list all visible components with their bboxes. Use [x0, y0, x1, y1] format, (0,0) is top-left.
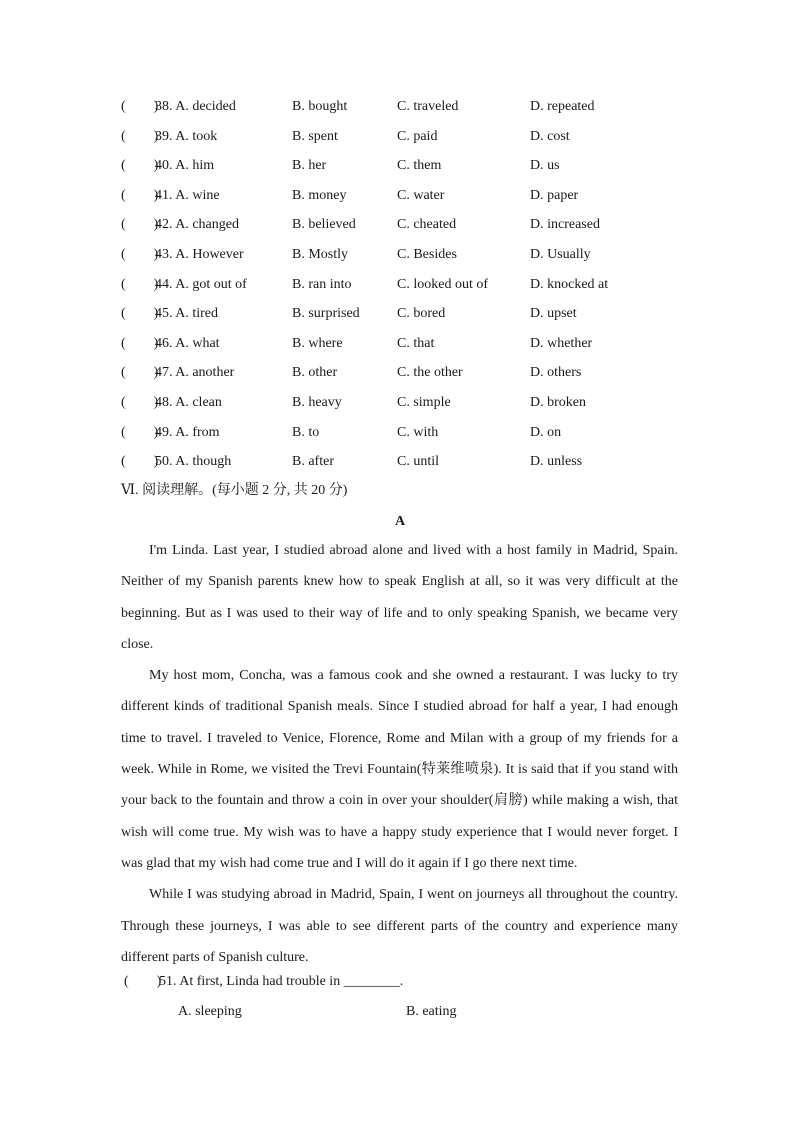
option-d: D. broken: [530, 395, 586, 410]
option-b: B. money: [292, 187, 347, 203]
option-a: 42. A. changed: [155, 217, 239, 233]
option-d: D. whether: [530, 335, 593, 351]
option-a: 49. A. from: [155, 424, 220, 440]
answer-blank: ( ): [121, 454, 159, 470]
question-row: [0, 304, 800, 324]
option-b: B. after: [292, 454, 334, 470]
option-b: B. eating: [406, 1004, 457, 1019]
option-b: B. bought: [292, 99, 348, 114]
option-d: D. unless: [530, 454, 583, 470]
option-d: D. paper: [530, 187, 579, 203]
answer-blank: ( ): [121, 365, 159, 381]
option-b: B. ran into: [292, 276, 352, 292]
option-b: B. spent: [292, 128, 338, 144]
option-d: D. us: [530, 158, 560, 174]
answer-blank: ( ): [121, 128, 159, 144]
option-a: 44. A. got out of: [155, 276, 247, 292]
question-row: [0, 334, 800, 354]
question-row: [0, 423, 800, 443]
question-row: [0, 156, 800, 176]
option-a: 46. A. what: [155, 335, 220, 351]
answer-blank: ( ): [121, 395, 159, 410]
question-51-options: [0, 1002, 800, 1022]
option-c: C. Besides: [397, 247, 457, 262]
option-a: 50. A. though: [155, 454, 232, 470]
option-b: B. Mostly: [292, 247, 349, 262]
option-a: 38. A. decided: [155, 99, 236, 114]
option-a: A. sleeping: [178, 1004, 242, 1019]
option-b: B. where: [292, 335, 343, 351]
option-c: C. with: [397, 424, 439, 440]
passage-paragraph: My host mom, Concha, was a famous cook and she owned a restaurant. I was lucky to try different kinds of traditional Spanish meals. Since I studied abroad for half a year, I had enough time to travel. I traveled to Venice, Florence, Rome and Milan with a group of my friends for a week. While in Rome, we visited the Trevi Fountain(特莱维喷泉). It is said that if you stand with your back to the fountain and throw a coin in over your shoulder(肩膀) while making a wish, that wish will come true. My wish was to have a happy study experience that I would never forget. I was glad that my wish had come true and I will do it again if I go there next time.: [121, 668, 678, 871]
option-a: 39. A. took: [155, 128, 218, 144]
answer-blank: ( ): [121, 335, 159, 351]
option-d: D. cost: [530, 128, 570, 144]
option-c: C. paid: [397, 128, 438, 144]
option-c: C. cheated: [397, 217, 457, 233]
answer-blank: ( ): [121, 247, 159, 262]
option-b: B. surprised: [292, 306, 360, 322]
option-a: 45. A. tired: [155, 306, 218, 322]
option-d: D. others: [530, 365, 582, 381]
answer-blank: ( ): [121, 187, 159, 203]
question-row: [0, 363, 800, 383]
question-row: [0, 97, 800, 117]
option-c: C. that: [397, 335, 435, 351]
option-a: 47. A. another: [155, 365, 235, 381]
option-b: B. her: [292, 158, 327, 174]
answer-blank: ( ): [124, 974, 162, 989]
option-c: C. bored: [397, 306, 446, 322]
option-a: 40. A. him: [155, 158, 215, 174]
option-a: 48. A. clean: [155, 395, 222, 410]
option-c: C. the other: [397, 365, 463, 381]
question-row: [0, 127, 800, 147]
option-d: D. on: [530, 424, 562, 440]
reading-passage: [121, 535, 678, 973]
passage-label: A: [394, 514, 406, 529]
option-c: C. them: [397, 158, 442, 174]
answer-blank: ( ): [121, 276, 159, 292]
answer-blank: ( ): [121, 99, 159, 114]
option-c: C. traveled: [397, 99, 459, 114]
option-b: B. other: [292, 365, 338, 381]
passage-paragraph: I'm Linda. Last year, I studied abroad alone and lived with a host family in Madrid, Spain. Neither of my Spanish parents knew how to speak English at all, so it was very difficult at the beginning. But as I was used to their way of life and to only speaking Spanish, we became very close.: [121, 543, 678, 652]
option-d: D. upset: [530, 306, 577, 322]
option-b: B. believed: [292, 217, 356, 233]
option-d: D. Usually: [530, 247, 591, 262]
question-row: [0, 452, 800, 472]
option-c: C. simple: [397, 395, 451, 410]
option-b: B. to: [292, 424, 320, 440]
answer-blank: ( ): [121, 306, 159, 322]
section-heading: Ⅵ. 阅读理解。(每小题 2 分, 共 20 分): [121, 483, 348, 498]
question-51: [0, 972, 800, 992]
option-c: C. water: [397, 187, 445, 203]
passage-paragraph: While I was studying abroad in Madrid, Spain, I went on journeys all throughout the country. Through these journeys, I was able to see different parts of the country and experience many different parts of Spanish culture.: [121, 887, 678, 965]
option-b: B. heavy: [292, 395, 342, 410]
option-d: D. repeated: [530, 99, 595, 114]
answer-blank: ( ): [121, 158, 159, 174]
option-c: C. until: [397, 454, 440, 470]
question-row: [0, 215, 800, 235]
question-row: [0, 186, 800, 206]
option-d: D. knocked at: [530, 276, 609, 292]
question-row: [0, 393, 800, 413]
option-d: D. increased: [530, 217, 600, 233]
question-row: [0, 245, 800, 265]
option-a: 43. A. However: [155, 247, 244, 262]
answer-blank: ( ): [121, 424, 159, 440]
question-row: [0, 275, 800, 295]
option-a: 41. A. wine: [155, 187, 220, 203]
question-text: 51. At first, Linda had trouble in ________.: [159, 974, 404, 989]
answer-blank: ( ): [121, 217, 159, 233]
option-c: C. looked out of: [397, 276, 488, 292]
